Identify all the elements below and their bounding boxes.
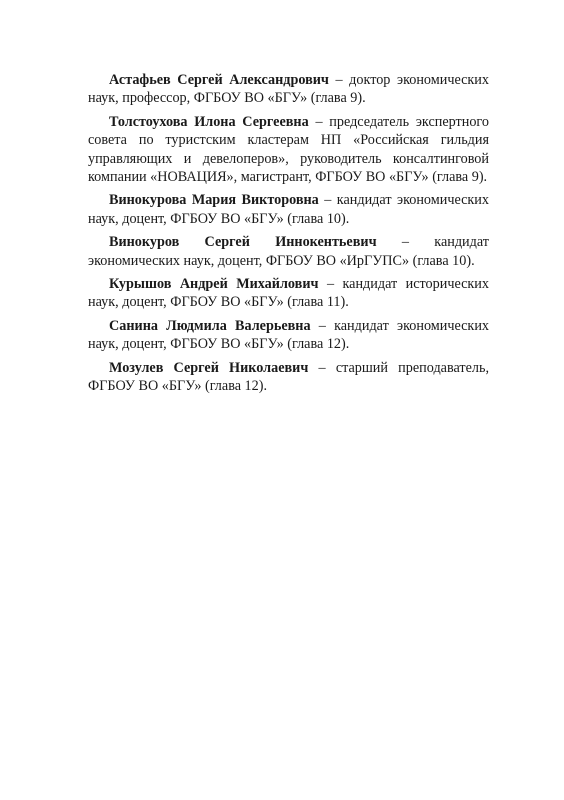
author-description: – кандидат экономических наук, доцент, ФГБОУ ВО «БГУ» (глава 12). [88,317,490,353]
author-name: Винокурова Мария Викторовна [109,192,319,209]
author-name: Толстоухова Илона Сергеевна [109,113,309,130]
author-entry-sanina [88,317,489,354]
author-description: – кандидат экономических наук, доцент, ФГБОУ ВО «ИрГУПС» (глава 10). [88,234,489,269]
author-description: – старший преподаватель, ФГБОУ ВО «БГУ» (глава 12). [88,359,489,395]
author-description: – председатель экспертного совета по туристским кластерам НП «Российская гильдия управляющих и девелоперов», руководитель консалтинговой компании «НОВАЦИЯ», магистрант, ФГБОУ ВО «БГУ» (глава 9). [88,113,489,186]
author-description: – доктор экономических наук, профессор, ФГБОУ ВО «БГУ» (глава 9). [88,72,489,107]
author-name: Санина Людмила Валерьевна [109,317,311,334]
author-entry-kuryshov [88,275,489,312]
author-entry-mozulev [88,359,489,396]
author-name: Мозулев Сергей Николаевич [109,359,309,376]
author-entry-vinokurov [88,233,489,270]
author-name: Винокуров Сергей Иннокентьевич [109,234,377,251]
author-description: – кандидат исторических наук, доцент, ФГБОУ ВО «БГУ» (глава 11). [88,276,489,311]
authors-list [88,71,489,401]
author-entry-astafyev [88,71,489,108]
author-description: – кандидат экономических наук, доцент, ФГБОУ ВО «БГУ» (глава 10). [88,192,489,227]
author-name: Астафьев Сергей Александрович [109,72,329,88]
author-entry-vinokurova [88,191,489,228]
author-name: Курышов Андрей Михайлович [109,276,319,293]
author-entry-tolstoukhova [88,113,489,187]
